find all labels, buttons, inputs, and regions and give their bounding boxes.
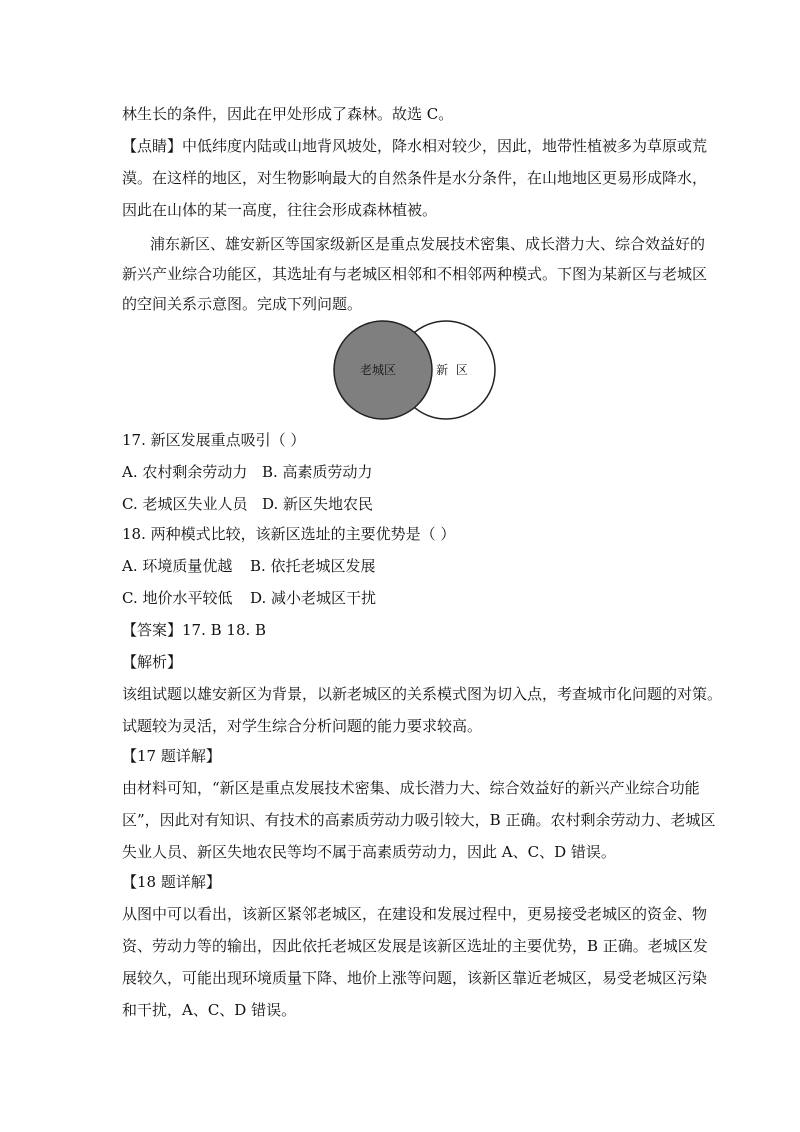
q17-option-c[interactable]: C. 老城区失业人员 [122, 495, 248, 513]
q18-option-row-1 [122, 556, 702, 576]
detail18-heading: 【18 题详解】 [122, 873, 221, 891]
answer-line: 【答案】17. B 18. B [122, 621, 267, 639]
q17-option-row-2 [122, 494, 702, 514]
detail17-line-3: 失业人员、新区失地农民等均不属于高素质劳动力，因此 A、C、D 错误。 [122, 843, 616, 861]
q17-option-b[interactable]: B. 高素质劳动力 [262, 463, 373, 481]
analysis-line-1: 该组试题以雄安新区为背景，以新老城区的关系模式图为切入点，考查城市化问题的对策。 [122, 685, 723, 703]
q17-option-a[interactable]: A. 农村剩余劳动力 [122, 463, 248, 481]
prev-answer-line: 林生长的条件，因此在甲处形成了森林。故选 C。 [122, 105, 454, 123]
detail18-line-4: 和干扰，A、C、D 错误。 [122, 1001, 297, 1019]
detail18-line-3: 展较久，可能出现环境质量下降、地价上涨等问题，该新区靠近老城区，易受老城区污染 [122, 969, 708, 987]
material-line-1: 浦东新区、雄安新区等国家级新区是重点发展技术密集、成长潜力大、综合效益好的 [150, 235, 706, 253]
detail17-line-2: 区”，因此对有知识、有技术的高素质劳动力吸引较大，B 正确。农村剩余劳动力、老城区 [122, 811, 716, 829]
analysis-heading: 【解析】 [122, 653, 183, 671]
q17-option-row-1 [122, 462, 702, 482]
q17-option-d[interactable]: D. 新区失地农民 [262, 495, 374, 513]
dianjing-line-1: 【点睛】中低纬度内陆或山地背风坡处，降水相对较少，因此，地带性植被多为草原或荒 [122, 137, 708, 155]
material-line-2: 新兴产业综合功能区，其选址有与老城区相邻和不相邻两种模式。下图为某新区与老城区 [122, 265, 708, 283]
new-district-label: 新 区 [436, 363, 468, 377]
material-line-3: 的空间关系示意图。完成下列问题。 [122, 295, 363, 313]
q18-option-a[interactable]: A. 环境质量优越 [122, 557, 233, 575]
dianjing-line-3: 因此在山体的某一高度，往往会形成森林植被。 [122, 201, 438, 219]
q18-option-c[interactable]: C. 地价水平较低 [122, 589, 233, 607]
old-district-label: 老城区 [359, 363, 397, 377]
detail18-line-2: 资、劳动力等的输出，因此依托老城区发展是该新区选址的主要优势，B 正确。老城区发 [122, 937, 708, 955]
q18-option-d[interactable]: D. 减小老城区干扰 [250, 589, 377, 607]
q18-option-b[interactable]: B. 依托老城区发展 [250, 557, 376, 575]
dianjing-line-2: 漠。在这样的地区，对生物影响最大的自然条件是水分条件，在山地地区更易形成降水， [122, 169, 708, 187]
analysis-line-2: 试题较为灵活，对学生综合分析问题的能力要求较高。 [122, 717, 483, 735]
q18-option-row-2 [122, 588, 702, 608]
detail17-line-1: 由材料可知，“新区是重点发展技术密集、成长潜力大、综合效益好的新兴产业综合功能 [122, 779, 700, 797]
detail18-line-1: 从图中可以看出，该新区紧邻老城区，在建设和发展过程中，更易接受老城区的资金、物 [122, 905, 708, 923]
q17-stem: 17. 新区发展重点吸引（ ） [122, 431, 306, 449]
detail17-heading: 【17 题详解】 [122, 747, 221, 765]
district-relation-diagram [330, 318, 500, 422]
q18-stem: 18. 两种模式比较，该新区选址的主要优势是（ ） [122, 525, 456, 543]
